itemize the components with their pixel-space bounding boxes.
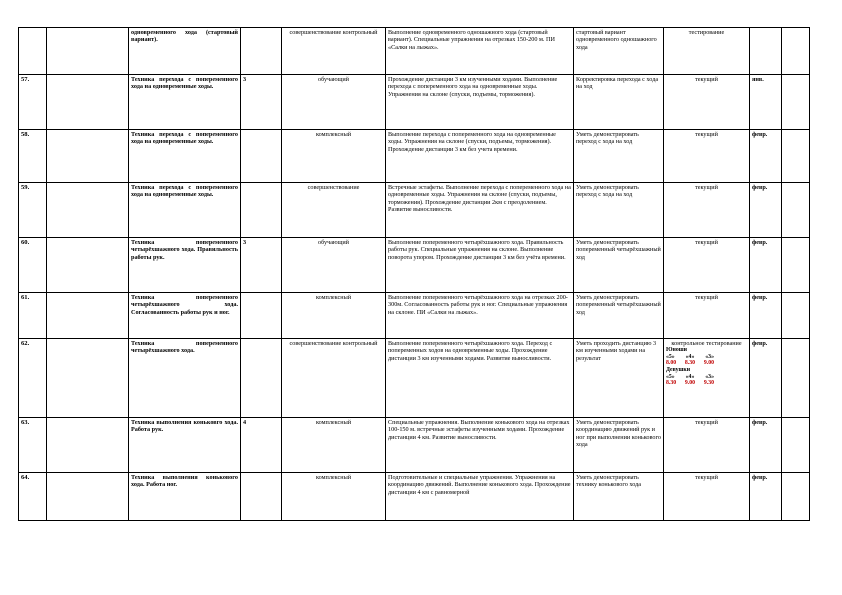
control-type: текущий xyxy=(664,238,750,293)
lesson-content: Подготовительные и специальные упражнения. Упражнения на координацию движений. Выполнение конькового хода. Прохождение дистанции 4 км с равномерной xyxy=(386,473,574,521)
extra-cell xyxy=(782,28,810,75)
lesson-type: комплексный xyxy=(282,130,386,183)
lesson-content: Выполнение попеременного четырёхшажного хода на отрезках 200-300м. Согласованность работы рук и ног. Специальные упражнения на склоне. ПИ «Салки на лыжах». xyxy=(386,293,574,339)
mark-4: «4» xyxy=(685,373,695,380)
row-number: 60. xyxy=(19,238,47,293)
lesson-hours xyxy=(241,183,282,238)
lesson-type: совершенствование xyxy=(282,183,386,238)
boys-time-3: 9.00 xyxy=(703,360,714,367)
table-row xyxy=(19,473,810,521)
lesson-date: февр. xyxy=(750,418,782,473)
boys-times-row xyxy=(666,360,714,367)
lesson-type: комплексный xyxy=(282,473,386,521)
lesson-date: февр. xyxy=(750,183,782,238)
lesson-type: совершенствование контрольный xyxy=(282,28,386,75)
lesson-content: Прохождение дистанции 3 км изученными ходами. Выполнение перехода с попеременного хода на одновременные ходы. Упражнения на склоне (спуски, подъемы, торможения). xyxy=(386,75,574,130)
extra-cell xyxy=(782,130,810,183)
extra-cell xyxy=(782,418,810,473)
extra-cell xyxy=(782,183,810,238)
lesson-requirements: Уметь проходить дистанцию 3 км изученными ходами на результат xyxy=(574,339,664,418)
blank-cell xyxy=(47,238,129,293)
lesson-content: Выполнение попеременного четырёхшажного хода. Правильность работы рук. Специальные упражнения на склоне. Выполнение поворота упором. Прохождение дистанции 3 км без учёта времени. xyxy=(386,238,574,293)
lesson-requirements: Уметь демонстрировать технику конькового хода xyxy=(574,473,664,521)
lesson-date: февр. xyxy=(750,339,782,418)
lesson-hours xyxy=(241,130,282,183)
lesson-requirements: Уметь демонстрировать переход с хода на ход xyxy=(574,130,664,183)
table-row xyxy=(19,418,810,473)
lesson-requirements: Уметь демонстрировать координацию движений рук и ног при выполнении конькового хода xyxy=(574,418,664,473)
lesson-requirements: Уметь демонстрировать переход с хода на ход xyxy=(574,183,664,238)
row-number: 58. xyxy=(19,130,47,183)
mark-5: «5» xyxy=(666,353,675,360)
boys-label: Юноши xyxy=(666,347,687,354)
lesson-hours: 4 xyxy=(241,418,282,473)
row-number: 64. xyxy=(19,473,47,521)
mark-3: «3» xyxy=(705,373,714,380)
row-number xyxy=(19,28,47,75)
blank-cell xyxy=(47,75,129,130)
row-number: 62. xyxy=(19,339,47,418)
lesson-type: совершенствование контрольный xyxy=(282,339,386,418)
blank-cell xyxy=(47,473,129,521)
lesson-hours xyxy=(241,339,282,418)
blank-cell xyxy=(47,28,129,75)
lesson-requirements: Корректировка перехода с хода на ход xyxy=(574,75,664,130)
boys-time-5: 8.00 xyxy=(666,360,677,367)
lesson-content: Специальные упражнения. Выполнение конькового хода на отрезках 100-150 м. встречные эстафеты изученными ходами. Прохождение дистанции 4 км. Развитие выносливости. xyxy=(386,418,574,473)
lesson-content: Выполнение попеременного четырёхшажного хода. Переход с попеременных ходов на одновременные ходы. Прохождение дистанции 3 км изученными ходами. Развитие выносливости. xyxy=(386,339,574,418)
extra-cell xyxy=(782,339,810,418)
lesson-hours: 3 xyxy=(241,238,282,293)
control-type: текущий xyxy=(664,183,750,238)
lesson-date xyxy=(750,28,782,75)
lesson-type: комплексный xyxy=(282,293,386,339)
lesson-requirements: Уметь демонстрировать попеременный четырёхшажный ход xyxy=(574,293,664,339)
boys-time-4: 8.30 xyxy=(684,360,696,367)
extra-cell xyxy=(782,238,810,293)
lesson-topic: Техника перехода с попеременного хода на одновременные ходы. xyxy=(129,183,241,238)
table-row xyxy=(19,183,810,238)
lesson-topic: Техника перехода с попеременного хода на одновременные ходы. xyxy=(129,75,241,130)
lesson-type: обучающий xyxy=(282,238,386,293)
girls-time-4: 9.00 xyxy=(684,380,696,387)
marks-row xyxy=(666,354,714,361)
girls-label: Девушки xyxy=(666,367,691,374)
lesson-requirements: стартовый вариант одновременного одношажного хода xyxy=(574,28,664,75)
control-type: текущий xyxy=(664,473,750,521)
blank-cell xyxy=(47,130,129,183)
row-number: 57. xyxy=(19,75,47,130)
lesson-content: Встречные эстафеты. Выполнение перехода с попеременного хода на одновременные ходы. Упражнения на склоне (спуски, подъемы, торможения). Прохождение дистанции 2км с преодолением. Развитие выносливости. xyxy=(386,183,574,238)
blank-cell xyxy=(47,339,129,418)
lesson-topic: Техника попеременного четырёхшажного хода. xyxy=(129,339,241,418)
extra-cell xyxy=(782,75,810,130)
extra-cell xyxy=(782,293,810,339)
lesson-topic: Техника попеременного четырёхшажного хода. Согласованность работы рук и ног. xyxy=(129,293,241,339)
mark-4: «4» xyxy=(685,353,695,360)
blank-cell xyxy=(47,183,129,238)
control-type: текущий xyxy=(664,75,750,130)
lesson-type: обучающий xyxy=(282,75,386,130)
girls-times-row xyxy=(666,380,714,387)
lesson-topic: Техника попеременного четырёхшажного хода. Правильность работы рук. xyxy=(129,238,241,293)
lesson-date: февр. xyxy=(750,473,782,521)
lesson-hours: 3 xyxy=(241,75,282,130)
blank-cell xyxy=(47,293,129,339)
girls-time-5: 8.30 xyxy=(666,380,677,387)
mark-5: «5» xyxy=(666,373,675,380)
control-cell xyxy=(664,339,750,418)
lesson-date: февр. xyxy=(750,293,782,339)
lesson-date: янв. xyxy=(750,75,782,130)
table-row xyxy=(19,293,810,339)
lesson-topic: Техника выполнения коньковго хода. Работа рук. xyxy=(129,418,241,473)
grade-norms xyxy=(666,347,747,387)
control-type: контрольное тестирование xyxy=(671,340,742,347)
lesson-content: Выполнение одновременного одношажного хода (стартовый вариант). Специальные упражнения на отрезках 150-200 м. ПИ «Салки на лыжах». xyxy=(386,28,574,75)
lesson-date: февр. xyxy=(750,238,782,293)
table-row xyxy=(19,238,810,293)
table-row xyxy=(19,75,810,130)
table-row xyxy=(19,339,810,418)
control-type: текущий xyxy=(664,293,750,339)
lesson-plan-table xyxy=(18,27,810,521)
table-row xyxy=(19,28,810,75)
control-type: текущий xyxy=(664,130,750,183)
lesson-content: Выполнение перехода с попеременного хода на одновременные ходы. Упражнения на склоне (спуски, подъемы, торможения). Прохождение дистанции 3 км без учета времени. xyxy=(386,130,574,183)
extra-cell xyxy=(782,473,810,521)
table-row xyxy=(19,130,810,183)
lesson-topic: Техника выполнения конькового хода. Работа ног. xyxy=(129,473,241,521)
row-number: 63. xyxy=(19,418,47,473)
lesson-hours xyxy=(241,293,282,339)
lesson-hours xyxy=(241,473,282,521)
control-type: тестирование xyxy=(664,28,750,75)
lesson-date: февр. xyxy=(750,130,782,183)
row-number: 59. xyxy=(19,183,47,238)
lesson-requirements: Уметь демонстрировать попеременный четырёхшажный ход xyxy=(574,238,664,293)
lesson-type: комплексный xyxy=(282,418,386,473)
lesson-topic: Техника перехода с попеременного хода на одновременные ходы. xyxy=(129,130,241,183)
control-type: текущий xyxy=(664,418,750,473)
girls-time-3: 9.30 xyxy=(703,380,714,387)
lesson-topic: одновременного хода (стартовый вариант). xyxy=(129,28,241,75)
mark-3: «3» xyxy=(705,353,714,360)
marks-row xyxy=(666,374,714,381)
lesson-hours xyxy=(241,28,282,75)
blank-cell xyxy=(47,418,129,473)
row-number: 61. xyxy=(19,293,47,339)
